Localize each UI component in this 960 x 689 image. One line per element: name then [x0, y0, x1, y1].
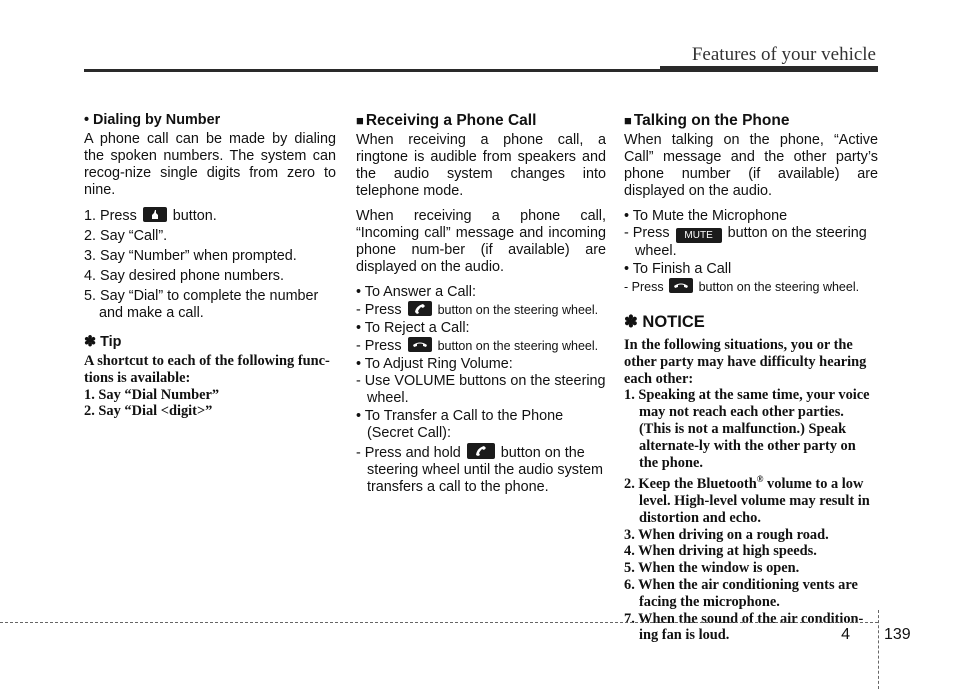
finish-post: button on the steering wheel.: [698, 280, 860, 294]
footer-divider: [878, 610, 879, 689]
receiving-p2: When receiving a phone call, “Incoming call” message and incoming phone num-ber (if available) are displayed on the audio.: [356, 208, 606, 275]
mute-pre: - Press: [624, 225, 670, 241]
volume-heading: • To Adjust Ring Volume:: [356, 356, 513, 372]
mute-heading: • To Mute the Microphone: [624, 208, 788, 224]
notice-item: 3. When driving on a rough road.: [624, 526, 829, 543]
step-1: [84, 207, 336, 225]
notice-item: 6. When the air conditioning vents are facing the microphone.: [624, 576, 858, 610]
step-3: 3. Say “Number” when prompted.: [84, 248, 297, 264]
notice-item: 4. When driving at high speeds.: [624, 543, 817, 560]
answer-detail: [356, 301, 606, 319]
step-5: 5. Say “Dial” to complete the number and make a call.: [84, 288, 319, 321]
tip-line: A shortcut to each of the following func-tions is available:: [84, 353, 330, 386]
answer-post: button on the steering wheel.: [437, 303, 599, 317]
registered-mark: ®: [756, 474, 764, 485]
call-answer-icon: [408, 301, 432, 316]
volume-detail: - Use VOLUME buttons on the steering wheel.: [356, 373, 606, 406]
column-dialing: [84, 112, 336, 420]
step-1-pre: 1. Press: [84, 208, 137, 224]
call-answer-icon: [467, 443, 495, 459]
finish-heading: • To Finish a Call: [624, 261, 732, 277]
tip-mark: ✽: [84, 334, 97, 350]
receiving-heading: ■ Receiving a Phone Call: [356, 112, 537, 129]
finish-pre: - Press: [624, 280, 664, 294]
reject-post: button on the steering wheel.: [437, 339, 599, 353]
call-end-icon: [408, 337, 432, 352]
step-2: 2. Say “Call”.: [84, 228, 168, 244]
step-4: 4. Say desired phone numbers.: [84, 268, 284, 284]
tip-line: 2. Say “Dial <digit>”: [84, 403, 213, 420]
answer-pre: - Press: [356, 302, 402, 318]
chapter-number: 4: [841, 626, 850, 643]
footer-rule: [0, 622, 878, 623]
notice-label: NOTICE: [642, 313, 705, 331]
column-receiving: [356, 112, 606, 497]
column-talking: [624, 112, 878, 644]
notice-mark: ✽: [624, 313, 638, 331]
mute-detail: [624, 225, 878, 260]
mute-button-icon: MUTE: [676, 228, 722, 243]
finish-detail: [624, 278, 878, 296]
answer-heading: • To Answer a Call:: [356, 284, 476, 300]
reject-detail: [356, 337, 606, 355]
talking-heading: ■ Talking on the Phone: [624, 112, 790, 129]
notice-heading: [624, 314, 878, 331]
page-header-title: Features of your vehicle: [691, 44, 876, 65]
notice-item: [624, 471, 878, 526]
notice-item: 5. When the window is open.: [624, 560, 800, 577]
receiving-p1: When receiving a phone call, a ringtone is audible from speakers and the audio system changes into telephone mode.: [356, 132, 606, 199]
notice-item: 1. Speaking at the same time, your voice may not reach each other parties. (This is not a malfunction.) Speak alternate-ly with the other party on the phone.: [624, 387, 870, 471]
dialing-intro: A phone call can be made by dialing the spoken numbers. The system can recog-nize single digits from zero to nine.: [84, 131, 336, 198]
voice-talk-icon: [143, 207, 167, 222]
mute-post: button on the steering wheel.: [635, 225, 867, 259]
step-1-post: button.: [172, 208, 217, 224]
page-index: 139: [884, 626, 911, 643]
transfer-heading: • To Transfer a Call to the Phone (Secret Call):: [356, 408, 564, 441]
tip-label: Tip: [100, 334, 122, 350]
notice-item-2-lead: 2. Keep the Bluetooth: [624, 476, 757, 493]
notice-item: 7. When the sound of the air condition-ing fan is loud.: [624, 610, 864, 644]
receiving-heading-text: Receiving a Phone Call: [365, 112, 537, 129]
talking-heading-text: Talking on the Phone: [633, 112, 790, 129]
call-end-icon: [669, 278, 693, 293]
transfer-pre: - Press and hold: [356, 445, 461, 461]
notice-intro: In the following situations, you or the other party may have difficulty hearing each other:: [624, 337, 867, 387]
notice-item-2-rest: volume to a low level. High-level volume may result in distortion and echo.: [639, 476, 870, 526]
reject-pre: - Press: [356, 338, 402, 354]
tip-heading: [84, 334, 336, 351]
tip-line: 1. Say “Dial Number”: [84, 386, 220, 403]
transfer-detail: [356, 443, 606, 496]
reject-heading: • To Reject a Call:: [356, 320, 470, 336]
header-rule-accent: [660, 66, 878, 72]
talking-p1: When talking on the phone, “Active Call” message and the other party’s phone number (if available) are displayed on the audio.: [624, 132, 878, 199]
dialing-heading: • Dialing by Number: [84, 112, 221, 128]
transfer-post: button on the steering wheel until the audio system transfers a call to the phone.: [367, 445, 603, 495]
